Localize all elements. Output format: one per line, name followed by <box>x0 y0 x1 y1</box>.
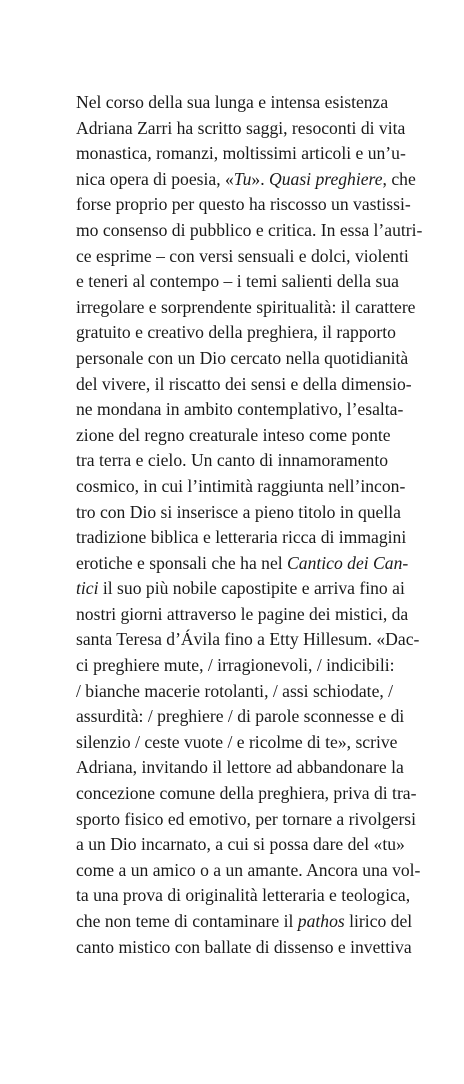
text-line: concezione comune della preghiera, priva di tra- <box>76 783 417 804</box>
text-line: gratuito e creativo della preghiera, il rapporto <box>76 322 396 343</box>
text-line: forse proprio per questo ha riscosso un vastissi- <box>76 194 411 215</box>
text-line: / bianche macerie rotolanti, / assi schiodate, / <box>76 680 394 701</box>
text-line: erotiche e sponsali che ha nel Cantico dei Can- <box>76 552 409 573</box>
text-line: cosmico, in cui l’intimità raggiunta nell’incon- <box>76 475 406 496</box>
text-line: e teneri al contempo – i temi salienti della sua <box>76 271 399 292</box>
text-line: Nel corso della sua lunga e intensa esistenza <box>76 92 389 112</box>
italic-text: Cantico dei Can- <box>287 552 409 573</box>
text-line: monastica, romanzi, moltissimi articoli e un’u- <box>76 143 406 164</box>
italic-text: pathos <box>297 911 345 931</box>
body-text <box>76 90 423 960</box>
text-line: tra terra e cielo. Un canto di innamoramento <box>76 450 388 471</box>
text-line: ta una prova di originalità letteraria e teologica, <box>76 885 411 906</box>
text-line: tici il suo più nobile capostipite e arriva fino ai <box>76 578 405 599</box>
text-line: che non teme di contaminare il pathos lirico del <box>76 911 413 931</box>
text-line: ne mondana in ambito contemplativo, l’esalta- <box>76 399 404 420</box>
italic-text: tici <box>76 578 99 599</box>
text-line: nostri giorni attraverso le pagine dei mistici, da <box>76 603 409 624</box>
text-line: Adriana Zarri ha scritto saggi, resoconti di vita <box>76 117 406 138</box>
italic-text: Tu <box>233 168 252 189</box>
text-line: irregolare e sorprendente spiritualità: il carattere <box>76 296 416 317</box>
text-line: del vivere, il riscatto dei sensi e della dimensio- <box>76 373 412 394</box>
text-line: mo consenso di pubblico e critica. In essa l’autri- <box>76 219 423 240</box>
text-line: sporto fisico ed emotivo, per tornare a rivolgersi <box>76 808 417 829</box>
text-line: assurdità: / preghiere / di parole sconnesse e di <box>76 706 405 727</box>
text-line: tradizione biblica e letteraria ricca di immagini <box>76 527 407 548</box>
text-line: santa Teresa d’Ávila fino a Etty Hillesum. «Dac- <box>76 629 420 650</box>
text-line: ci preghiere mute, / irragionevoli, / indicibili: <box>76 655 395 676</box>
text-line: ce esprime – con versi sensuali e dolci, violenti <box>76 245 409 266</box>
text-line: Adriana, invitando il lettore ad abbandonare la <box>76 757 404 778</box>
text-line: canto mistico con ballate di dissenso e invettiva <box>76 936 412 957</box>
text-line: zione del regno creaturale inteso come ponte <box>76 424 391 445</box>
text-line: silenzio / ceste vuote / e ricolme di te», scrive <box>76 731 398 752</box>
text-line: nica opera di poesia, «Tu». Quasi preghiere, che <box>76 168 416 189</box>
text-line: tro con Dio si inserisce a pieno titolo in quella <box>76 501 401 522</box>
italic-text: Quasi preghiere <box>269 168 383 189</box>
text-line: a un Dio incarnato, a cui si possa dare del «tu» <box>76 834 405 855</box>
text-line: personale con un Dio cercato nella quotidianità <box>76 347 409 368</box>
text-line: come a un amico o a un amante. Ancora una vol- <box>76 859 421 880</box>
